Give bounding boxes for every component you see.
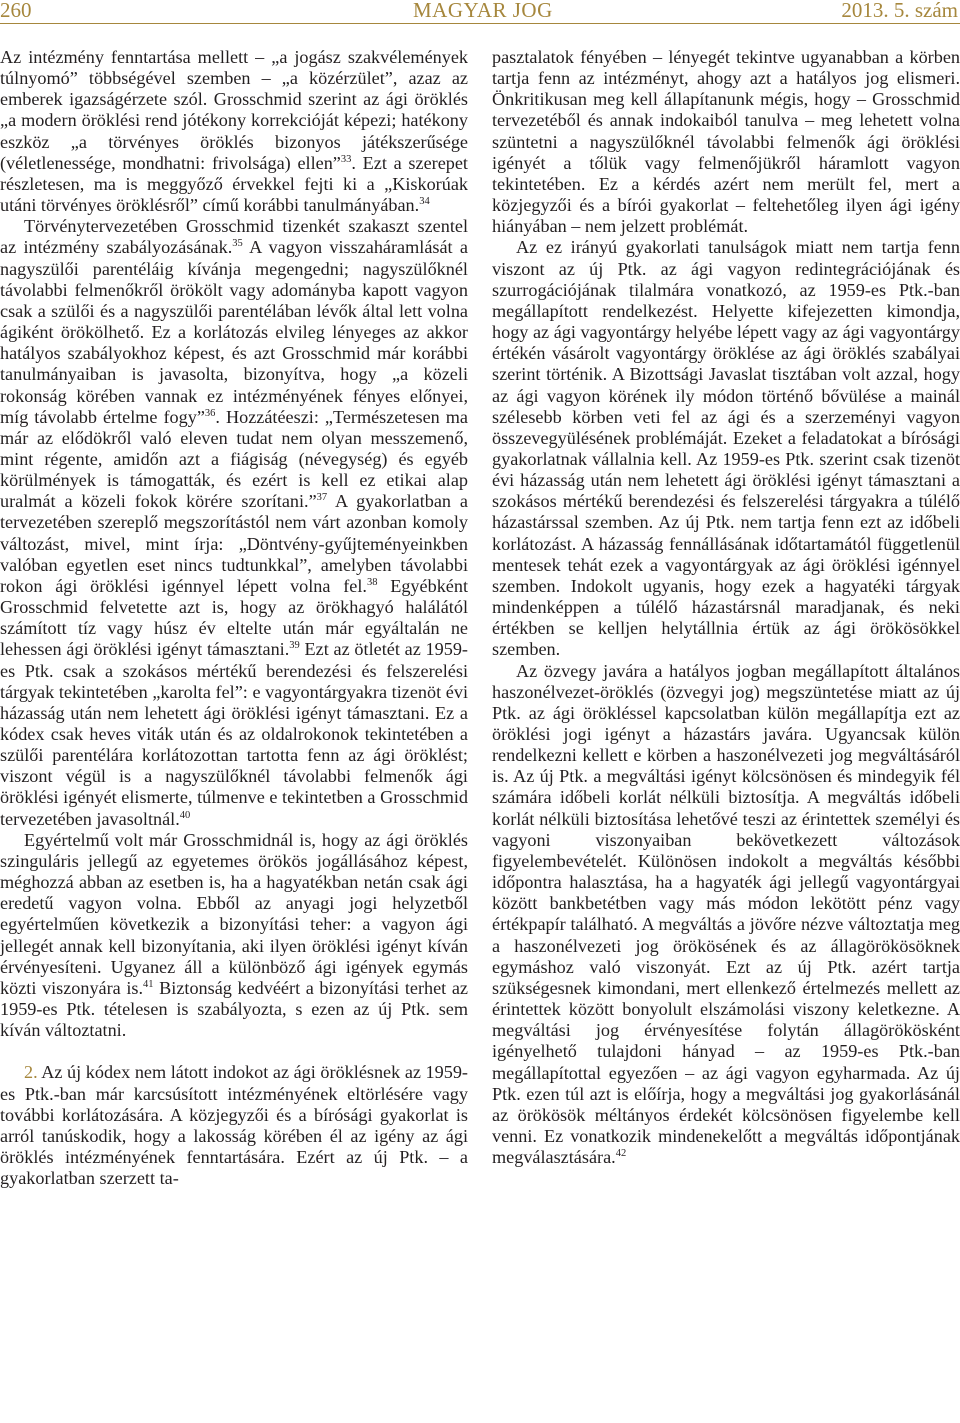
footnote-ref-33: 33 bbox=[340, 153, 352, 165]
paragraph-redintegration: Az ez irányú gyakorlati tanulságok miatt nem tartja fenn viszont az új Ptk. az ági vagyon redintegrációjának és szurrogációjának tilalmára vonatkozó, az 1959-es Ptk.-ban megállapított rendelkezést. Helyette kifejezetten kimondja, hogy az ági vagyontárgy helyébe lépett vagy az ági vagyontárgy értékén vásárolt vagyontárgy öröklése az ági öröklés szabályai szerint történik. A Bizottsági Javaslat tisztában volt azzal, hogy az ági vagyon körének ily módon történő bővülése a mainál szélesebb körben veti fel az ági és a szerzeményi vagyon összevegyülésének problémáját. Ezeket a feladatokat a bírósági gyakorlatnak vállalnia kell. Az 1959-es Ptk. szerint csak tizenöt évi házasság után nem lehetett ági öröklési igényt támasztani a szokásos mértékű berendezési és felszerelési tárgyakra a túlélő házastárssal szemben. Az új Ptk. nem tartja fenn ezt az időbeli korlátozást. A házasság fennállásának időtartamától függetlenül mentesek tehát ezek a vagyontárgyak az ági öröklési igénnyel szemben. Indokolt ugyanis, hogy ezek a hagyatéki tárgyak mindenképpen a túlélő házastársnál maradjanak, és neki értékben se kelljen helytállnia értük az ági örökösökkel szemben. bbox=[492, 237, 960, 660]
paragraph-continuation: pasztalatok fényében – lényegét tekintve ugyanabban a körben tartja fenn az intézményt, ahogy azt a hatályos jog elismeri. Önkritikusan meg kell állapítanunk mégis, hogy – Grosschmid tervezetéből és annak indokaiból tanulva – meg lehetett volna szüntetni a nagyszülőknél távolabbi felmenők ági öröklési igényét a tőlük vagy felmenőjükről háramlott vagyon tekintetében. Ez a kérdés azért nem merült fel, mert a közjegyzői és a bírói gyakorlat – feltehetőleg ilyen ági igény hiányában – nem jelzett problémát. bbox=[492, 47, 960, 237]
text-run: Ezt az ötletét az 1959-es Ptk. csak a szokásos mértékű berendezési és felszerelési tárgyak tekintetében „karolta fel”: e vagyontárgyakra tizenöt évi házasság után nem lehetett ági öröklési igényt támasztani. Ez a kódex csak heves viták után és az oldalrokonok tekintetében a szülői parentélára korlátozottan tartotta fenn az ági öröklést; viszont végül is a nagyszülőknél távolabbi felmenők ági öröklési igényét elismerte, túlmenve e tekintetben a Grosschmid tervezetében javasoltnál. bbox=[0, 639, 468, 829]
journal-title: MAGYAR JOG bbox=[413, 0, 553, 22]
text-run: Az új kódex nem látott indokot az ági öröklésnek az 1959-es Ptk.-ban már karcsúsított intézményének eltörlésére vagy további korlátozására. A közjegyzői és a bírósági gyakorlat is arról tanúskodik, hogy a lakosság körében él az igény az ági öröklés intézményének fenntartására. Ezért az új Ptk. – a gyakorlatban szerzett ta- bbox=[0, 1062, 468, 1189]
text-run: A vagyon visszaháramlását a nagyszülői parentéláig kívánja megengedni; nagyszülőknél távolabbi felmenőkről örökölt vagy adományba kapott vagyon csak a szülői és a nagyszülői parentélában lévők által lett volna ágiként örökölhető. Ez a korlátozás elvileg lényeges az akkor hatályos szabályokhoz képest, és azt Grosschmid már korábbi tanulmányaiban is javasolta, bizonyítva, hogy „a közeli rokonság körében vannak ez intézményének fényes előnyei, míg távolabb értelme fogy” bbox=[0, 237, 468, 427]
text-run: Egyébként Grosschmid felvetette azt is, hogy az örökhagyó halálától számított tíz vagy húsz év eltelte után már egyáltalán ne lehessen ági öröklési igényt támasztani. bbox=[0, 575, 469, 660]
text-run: Az özvegy javára a hatályos jogban megállapított általános haszonélvezet-öröklés (özvegyi jog) megszüntetése miatt az új Ptk. az ági örökléssel kapcsolatban külön megállapítja ezt az öröklési jogi igényt a házastárs javára. Ugyancsak külön rendelkezni kellett e körben a haszonélvezeti jog megváltásáról is. Az új Ptk. a megváltási igényt kölcsönösen és mindegyik fél számára időbeli korlát nélküli biztosítja. A megváltás időbeli korlát nélküli biztosítása lehetővé teszi az érintettek személyi és vagyoni viszonyaiban bekövetkezett változások figyelembevételét. Különösen indokolt a megváltás későbbi időpontra halasztása, ha a hagyaték ági jellegű vagyontárgyai között bankbetétben vagy más módon lekötött pénz vagy értékpapír található. A megváltás a jövőre nézve változtatja meg a haszonélvezeti jog örökösének és az állagörökösöknek egymáshoz való viszonyát. Ezt az új Ptk. azért tartja szükségesnek kimondani, mert ellenkező értelmezés mellett az érintettek között bonyolult elszámolási viszony keletkezne. A megváltási jog érvényesítése folytán állagörökösként igényelhető tulajdoni hányad – az 1959-es Ptk.-ban megállapítottal egyezően – az ági vagyon egyharmada. Az új Ptk. ezen túl azt is előírja, hogy a megváltási jog gyakorlásánál az örökösök méltányos érdekét kölcsönösen figyelembe kell venni. Ez vonatkozik mindenekelőtt a megváltás időpontjának megválasztására. bbox=[492, 660, 960, 1168]
footnote-ref-35: 35 bbox=[232, 238, 243, 250]
paragraph-intro bbox=[0, 47, 468, 216]
running-header bbox=[0, 0, 960, 22]
footnote-ref-40: 40 bbox=[179, 809, 191, 821]
footnote-ref-37: 37 bbox=[316, 492, 328, 504]
paragraph-widow bbox=[492, 661, 960, 1169]
section-number: 2. bbox=[24, 1062, 38, 1083]
left-column bbox=[0, 47, 468, 1189]
paragraph-burden-of-proof bbox=[0, 830, 468, 1042]
paragraph-draft bbox=[0, 216, 468, 830]
page-number: 260 bbox=[0, 0, 32, 22]
footnote-ref-34: 34 bbox=[419, 196, 430, 208]
text-run: A gyakorlatban a tervezetében szereplő megszorítástól nem várt azonban komoly változást, mivel, mint írja: „Döntvény-gyűjteményeinkben valóban egyetlen eset nincs tudtunkkal”, amelyben távolabbi rokon ági öröklési igénnyel lépett volna fel. bbox=[0, 491, 468, 596]
paragraph-section-2 bbox=[0, 1062, 468, 1189]
footnote-ref-36: 36 bbox=[204, 407, 216, 419]
issue-number: 2013. 5. szám bbox=[841, 0, 958, 22]
text-run: . Hozzátéeszi: „Természetesen ma már az elődökről való eleven tudat nem olyan messzemenő, mint régente, amidőn azt a fiágiság (névegység) és egyéb körülmények is támogatták, és ezért is kell ez etikai alap uralmát a közeli fokok körére szorítani.” bbox=[0, 406, 468, 512]
text-run: Biztonság kedvéért a bizonyítási terhet az 1959-es Ptk. tételesen is szabályozta, s ezen az új Ptk. sem kíván változtatni. bbox=[0, 977, 468, 1041]
text-run: . Ezt a szerepet részletesen, ma is meggyőző érvekkel fejti ki a „Kiskorúak utáni törvényes öröklésről” című korábbi tanulmányában. bbox=[0, 152, 468, 216]
text-run: Törvénytervezetében Grosschmid tizenkét szakaszt szentel az intézmény szabályozásának. bbox=[0, 216, 468, 258]
text-run: Az intézmény fenntartása mellett – „a jogász szakvélemények túlnyomó” többségével szemben – „a közérzület”, azaz az emberek igazságérzete szól. Grosschmid szerint az ági öröklés „a modern öröklési rend jótékony korrekcióját képezi; hatékony eszköz „a törvényes öröklés bizonyos játékszerűsége (véletlenessége, mondhatni: frivolsága) ellen” bbox=[0, 47, 468, 173]
header-rule bbox=[0, 23, 960, 24]
footnote-ref-42: 42 bbox=[615, 1148, 627, 1160]
footnote-ref-41: 41 bbox=[143, 978, 154, 990]
footnote-ref-39: 39 bbox=[289, 640, 300, 652]
right-column bbox=[492, 47, 960, 1168]
text-run: Egyértelmű volt már Grosschmidnál is, hogy az ági öröklés szinguláris jellegű az egyetemes örökös jogállásához képest, méghozzá abban az esetben is, ha a hagyatékban netán csak ági eredetű vagyon volna. Ebből az anyagi jogi helyzetből egyértelműen következik a bizonyítási teher: a vagyon ági jellegét annak kell bizonyítania, aki ilyen öröklési igényt kíván érvényesíteni. Ugyanez áll a különböző ági igények egymás közti viszonyára is. bbox=[0, 829, 468, 998]
footnote-ref-38: 38 bbox=[366, 576, 378, 588]
